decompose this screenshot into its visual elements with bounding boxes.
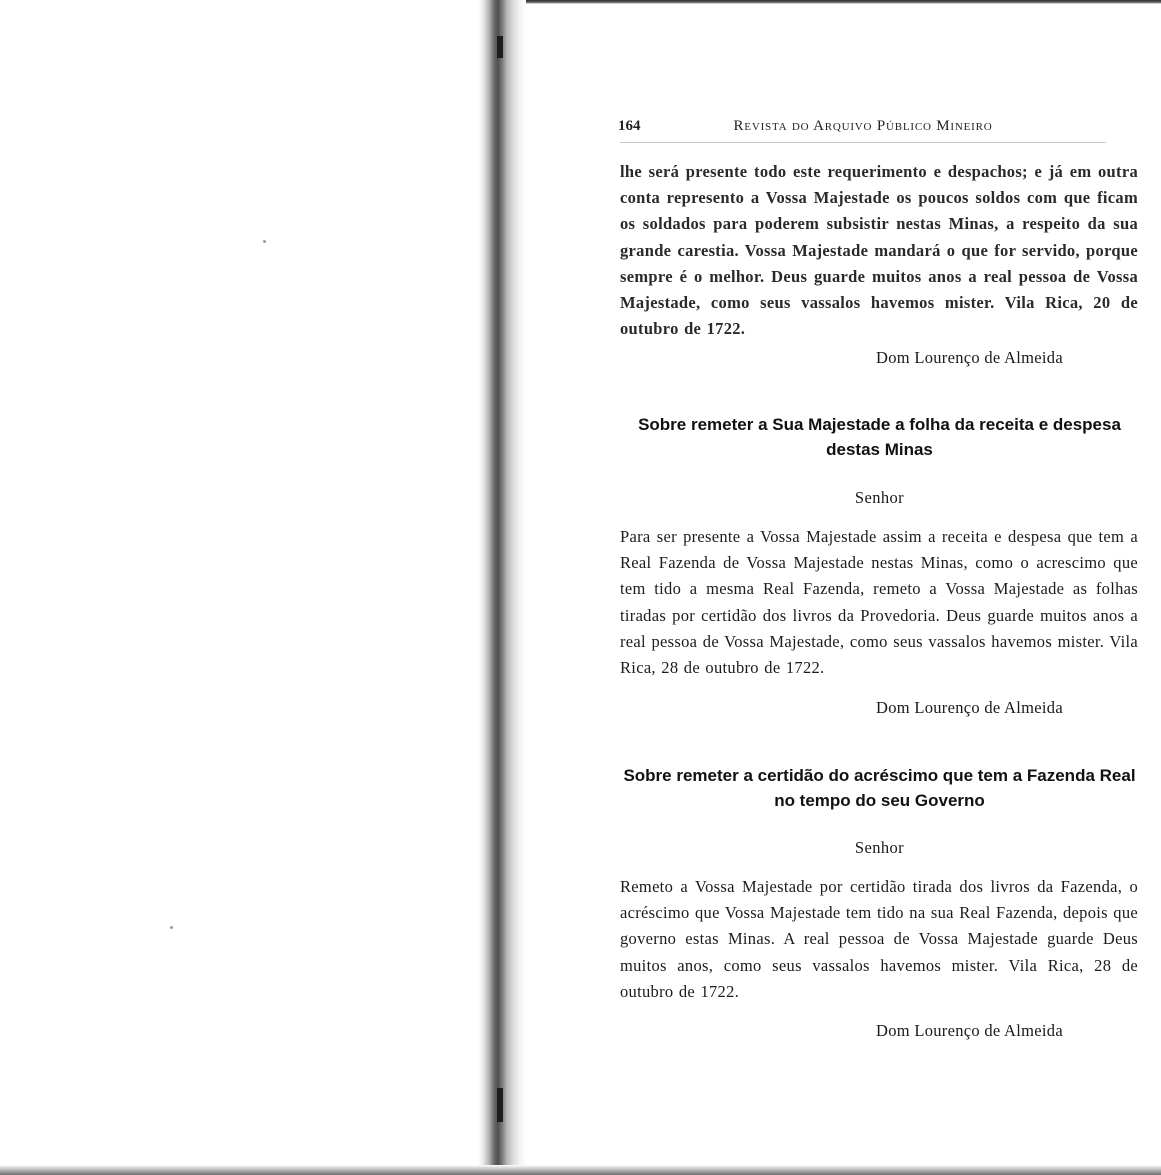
scan-speck [263,240,266,243]
salutation: Senhor [854,488,905,507]
scan-speck [170,926,173,929]
page-number: 164 [618,118,641,134]
header-rule [620,142,1106,143]
gutter-mark [497,1088,503,1122]
letter-signature: Dom Lourenço de Almeida [876,1021,1063,1040]
journal-title: Revista do Arquivo Público Mineiro [733,118,993,134]
book-gutter [478,0,526,1175]
document-page [560,0,1160,1175]
letter-body: Remeto a Vossa Majestade por certidão tirada dos livros da Fazenda, o acréscimo que Vossa Majestade tem tido na sua Real Fazenda, depois que governo estas Minas. A real pessoa de Vossa Majestade guarde Deus muitos anos, como seus vassalos havemos mister. Vila Rica, 28 de outubro de 1722. [620,877,1138,1001]
gutter-mark [497,36,503,58]
letter-signature: Dom Lourenço de Almeida [876,348,1063,367]
letter-body: lhe será presente todo este requerimento e despachos; e já em outra conta represento a Vossa Majestade os poucos soldos com que ficam os soldados para poderem subsistir nestas Minas, a respeito da sua grande carestia. Vossa Majestade mandará o que for servido, porque sempre é o melhor. Deus guarde muitos anos a real pessoa de Vossa Majestade, como seus vassalos havemos mister. Vila Rica, 20 de outubro de 1722. [620,162,1138,339]
letter-signature: Dom Lourenço de Almeida [876,698,1063,717]
section-title: Sobre remeter a certidão do acréscimo que tem a Fazenda Real no tempo do seu Governo [623,766,1136,810]
letter-body: Para ser presente a Vossa Majestade assim a receita e despesa que tem a Real Fazenda de Vossa Majestade nestas Minas, como o acrescimo que tem tido a mesma Real Fazenda, remeto a Vossa Majestade as folhas tiradas por certidão dos livros da Provedoria. Deus guarde muitos anos a real pessoa de Vossa Majestade, como seus vassalos havemos mister. Vila Rica, 28 de outubro de 1722. [620,527,1138,678]
salutation: Senhor [854,838,905,857]
section-title: Sobre remeter a Sua Majestade a folha da receita e despesa destas Minas [638,415,1121,459]
